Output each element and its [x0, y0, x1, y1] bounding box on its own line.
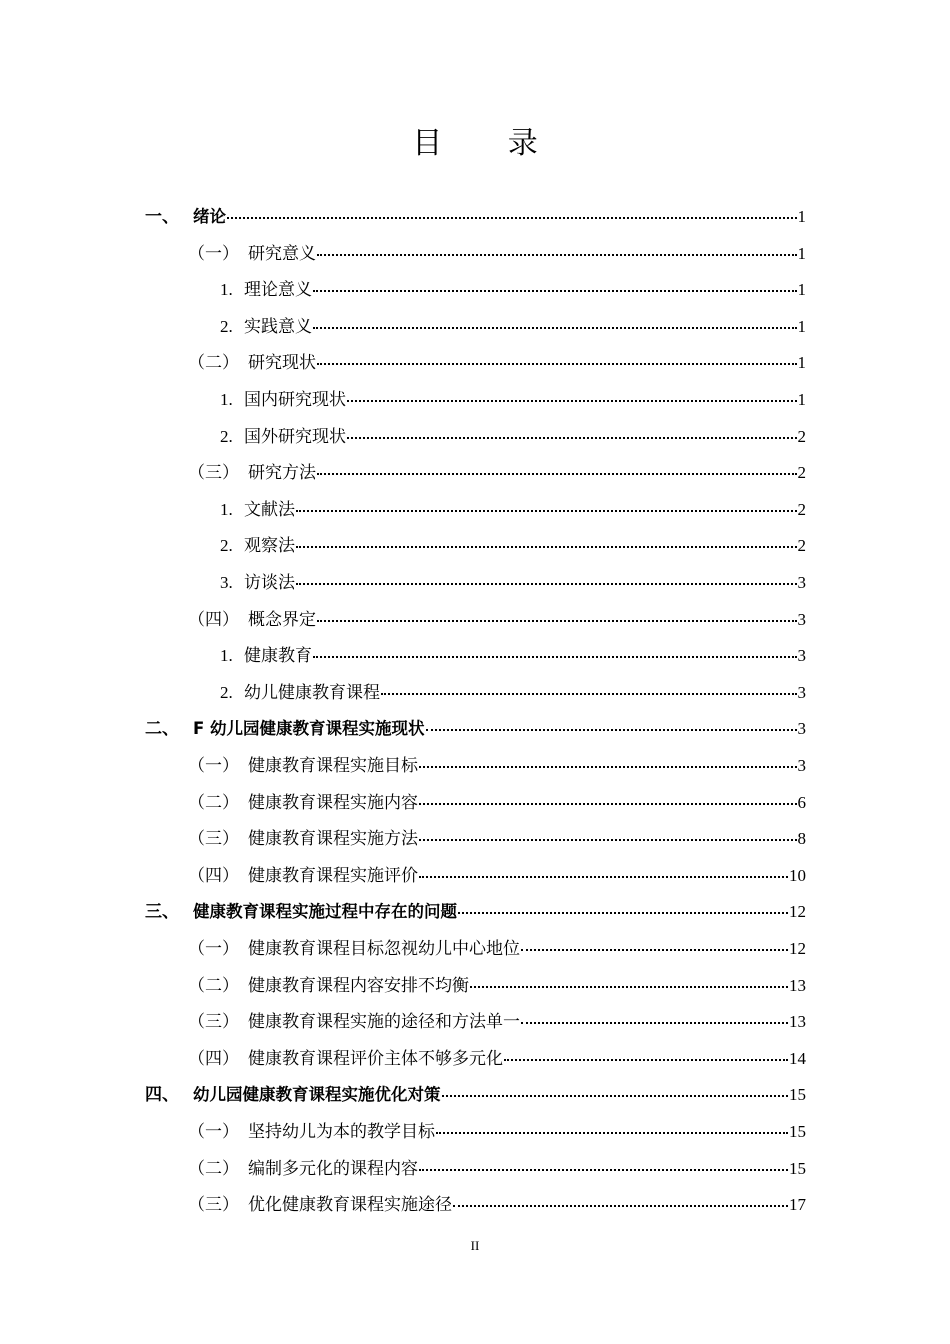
- toc-entry[interactable]: [220, 422, 806, 452]
- toc-entry[interactable]: [188, 1117, 806, 1147]
- toc-entry-title: 实践意义: [244, 316, 312, 337]
- toc-dot-leader: [426, 729, 797, 731]
- toc-entry-page: 8: [797, 829, 806, 849]
- toc-entry-number: 三、: [145, 902, 179, 923]
- toc-dot-leader: [313, 290, 797, 292]
- toc-entry-title: 健康教育课程内容安排不均衡: [248, 975, 469, 996]
- toc-entry-title: 理论意义: [244, 280, 312, 301]
- toc-entry-number: （三）: [188, 829, 239, 850]
- toc-entry-number: 1.: [220, 280, 233, 300]
- toc-dot-leader: [317, 363, 797, 365]
- toc-entry[interactable]: [188, 1190, 806, 1220]
- toc-entry-number: （三）: [188, 1195, 239, 1216]
- toc-entry[interactable]: [188, 824, 806, 854]
- toc-entry-page: 14: [789, 1048, 806, 1068]
- toc-entry[interactable]: [188, 239, 806, 269]
- toc-dot-leader: [347, 437, 797, 439]
- toc-entry-page: 1: [797, 353, 806, 373]
- toc-entry-title: 幼儿健康教育课程: [244, 682, 380, 703]
- toc-entry-page: 13: [789, 1012, 806, 1032]
- toc-entry-number: （二）: [188, 1158, 239, 1179]
- toc-entry[interactable]: [188, 788, 806, 818]
- toc-entry-title: 访谈法: [244, 573, 295, 593]
- toc-dot-leader: [347, 400, 797, 402]
- toc-entry-page: 3: [797, 756, 806, 775]
- toc-entry-number: 一、: [145, 207, 179, 227]
- toc-entry-number: （一）: [188, 756, 239, 776]
- toc-entry-title: 研究意义: [248, 243, 316, 264]
- toc-entry-title: 文献法: [244, 499, 295, 520]
- toc-dot-leader: [521, 949, 788, 951]
- toc-dot-leader: [436, 1132, 788, 1134]
- toc-dot-leader: [419, 766, 797, 768]
- toc-dot-leader: [317, 620, 797, 622]
- toc-entry-page: 1: [797, 390, 806, 409]
- toc-dot-leader: [227, 217, 797, 219]
- toc-entry-title: 健康教育课程实施方法: [248, 829, 418, 850]
- toc-entry-title: 健康教育课程实施目标: [248, 756, 418, 776]
- toc-dot-leader: [504, 1059, 788, 1061]
- toc-entry-number: 1.: [220, 499, 233, 519]
- toc-entry-page: 12: [789, 902, 806, 922]
- toc-dot-leader: [296, 510, 797, 512]
- toc-entry[interactable]: [188, 605, 806, 635]
- toc-entry-number: 二、: [145, 719, 179, 740]
- toc-entry-title: 健康教育课程实施过程中存在的问题: [193, 902, 457, 922]
- toc-entry-number: （一）: [188, 939, 239, 959]
- toc-entry-title: 编制多元化的课程内容: [248, 1158, 418, 1179]
- toc-entry-number: （四）: [188, 1048, 239, 1069]
- toc-entry[interactable]: [188, 348, 806, 378]
- toc-entry-number: 2.: [220, 536, 233, 556]
- toc-entry[interactable]: [145, 714, 806, 744]
- toc-entry[interactable]: [188, 1007, 806, 1037]
- toc-entry-number: （四）: [188, 865, 239, 886]
- toc-entry[interactable]: [145, 897, 806, 927]
- toc-entry-title: 国外研究现状: [244, 426, 346, 447]
- toc-entry-title: 健康教育课程实施的途径和方法单一: [248, 1012, 520, 1033]
- toc-entry[interactable]: [220, 531, 806, 561]
- toc-dot-leader: [419, 803, 797, 805]
- toc-entry[interactable]: [220, 275, 806, 305]
- toc-entry-page: 6: [797, 792, 806, 812]
- toc-entry[interactable]: [220, 495, 806, 525]
- toc-entry-title: 观察法: [244, 536, 295, 557]
- toc-dot-leader: [317, 473, 797, 475]
- toc-entry[interactable]: [220, 312, 806, 342]
- page-title: 目 录: [412, 126, 566, 161]
- toc-entry[interactable]: [220, 385, 806, 415]
- toc-entry[interactable]: [188, 751, 806, 781]
- toc-dot-leader: [419, 1169, 788, 1171]
- toc-entry[interactable]: [220, 678, 806, 708]
- toc-entry[interactable]: [220, 568, 806, 598]
- toc-entry-number: 1.: [220, 646, 233, 666]
- toc-entry-page: 12: [789, 939, 806, 958]
- toc-entry-number: （三）: [188, 463, 239, 484]
- toc-entry-page: 3: [797, 646, 806, 666]
- toc-entry-number: 2.: [220, 426, 233, 446]
- toc-entry-page: 10: [789, 865, 806, 885]
- toc-entry-number: 2.: [220, 682, 233, 702]
- toc-entry-number: 3.: [220, 573, 233, 592]
- toc-entry-number: （一）: [188, 243, 239, 264]
- toc-entry-title: 国内研究现状: [244, 390, 346, 410]
- toc-dot-leader: [458, 912, 788, 914]
- toc-entry[interactable]: [188, 1044, 806, 1074]
- toc-entry-page: 17: [789, 1195, 806, 1215]
- toc-entry-page: 3: [797, 573, 806, 592]
- toc-entry-title: 健康教育课程评价主体不够多元化: [248, 1048, 503, 1069]
- toc-dot-leader: [419, 876, 788, 878]
- toc-entry-number: （三）: [188, 1012, 239, 1033]
- toc-entry-page: 2: [797, 463, 806, 483]
- toc-entry-page: 3: [797, 682, 806, 702]
- page-number-footer: II: [470, 1238, 480, 1253]
- toc-entry-number: 四、: [145, 1085, 179, 1106]
- toc-entry-title: 研究方法: [248, 463, 316, 484]
- toc-entry-page: 15: [789, 1085, 806, 1105]
- toc-dot-leader: [521, 1022, 788, 1024]
- toc-entry-page: 1: [797, 243, 806, 263]
- toc-entry-title: 绪论: [193, 207, 226, 226]
- toc-entry-number: （二）: [188, 792, 239, 813]
- toc-entry-number: 1.: [220, 390, 233, 409]
- toc-dot-leader: [296, 546, 797, 548]
- toc-dot-leader: [419, 839, 797, 841]
- toc-entry-title: 健康教育课程实施内容: [248, 792, 418, 813]
- toc-entry[interactable]: [220, 641, 806, 671]
- toc-entry-number: （二）: [188, 353, 239, 374]
- toc-entry-number: 2.: [220, 316, 233, 336]
- toc-entry-title: 健康教育课程实施评价: [248, 865, 418, 886]
- toc-dot-leader: [296, 583, 797, 585]
- toc-entry-number: （一）: [188, 1122, 239, 1142]
- toc-entry-page: 2: [797, 426, 806, 446]
- toc-dot-leader: [313, 327, 797, 329]
- toc-entry-title: 优化健康教育课程实施途径: [248, 1195, 452, 1216]
- toc-entry-page: 13: [789, 975, 806, 995]
- toc-dot-leader: [313, 656, 797, 658]
- toc-entry-number: （四）: [188, 609, 239, 630]
- toc-entry-title: 坚持幼儿为本的教学目标: [248, 1122, 435, 1142]
- toc-entry-page: 3: [797, 609, 806, 629]
- toc-entry-number: （二）: [188, 975, 239, 996]
- toc-dot-leader: [442, 1095, 789, 1097]
- toc-dot-leader: [453, 1205, 788, 1207]
- toc-dot-leader: [470, 986, 788, 988]
- toc-entry-page: 1: [797, 316, 806, 336]
- toc-entry-title: 幼儿园健康教育课程实施优化对策: [193, 1085, 441, 1105]
- toc-entry-title: 健康教育: [244, 646, 312, 667]
- toc-entry-page: 2: [797, 499, 806, 519]
- toc-entry[interactable]: [145, 1080, 806, 1110]
- toc-entry[interactable]: [145, 202, 806, 232]
- toc-entry-page: 1: [797, 207, 806, 226]
- toc-entry[interactable]: [188, 861, 806, 891]
- toc-entry[interactable]: [188, 934, 806, 964]
- toc-entry-page: 15: [789, 1158, 806, 1178]
- toc-entry[interactable]: [188, 971, 806, 1001]
- toc-dot-leader: [317, 254, 797, 256]
- toc-entry-title: F 幼儿园健康教育课程实施现状: [193, 719, 425, 739]
- toc-dot-leader: [381, 693, 797, 695]
- toc-entry[interactable]: [188, 458, 806, 488]
- toc-entry[interactable]: [188, 1154, 806, 1184]
- toc-entry-page: 15: [789, 1122, 806, 1141]
- toc-entry-page: 3: [797, 719, 806, 739]
- toc-entry-page: 1: [797, 280, 806, 300]
- toc-entry-title: 健康教育课程目标忽视幼儿中心地位: [248, 939, 520, 959]
- toc-entry-title: 概念界定: [248, 609, 316, 630]
- toc-entry-title: 研究现状: [248, 353, 316, 374]
- toc-entry-page: 2: [797, 536, 806, 556]
